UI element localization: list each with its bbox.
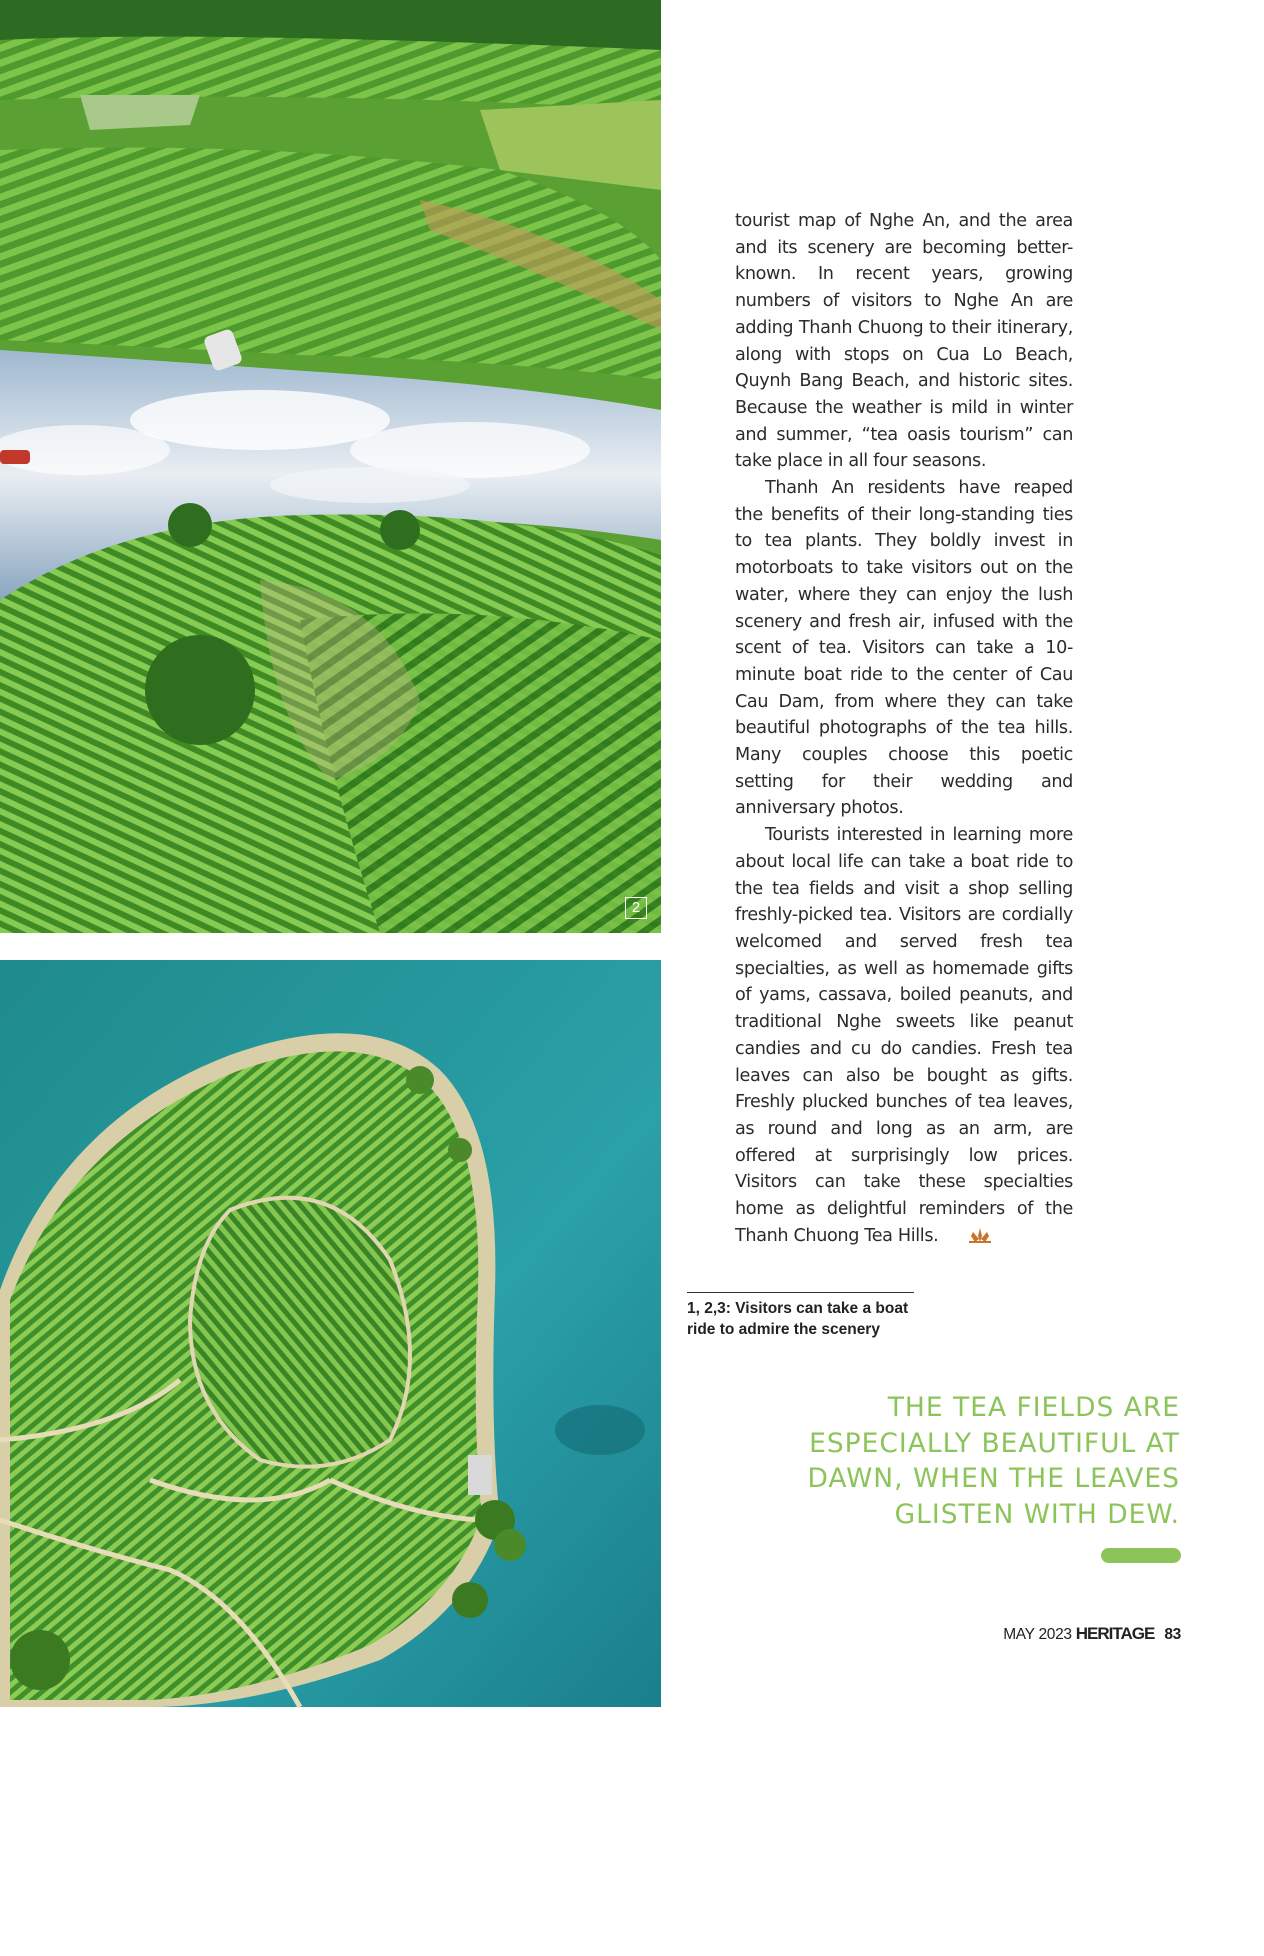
pull-quote-line-3: DAWN, WHEN THE LEAVES xyxy=(807,1463,1180,1494)
article-paragraph-1: tourist map of Nghe An, and the area and its scenery are becoming better-known. In recent years, growing numbers of visitors to Nghe An are adding Thanh Chuong to their itinerary, along with stops on Cua Lo Beach, Quynh Bang Beach, and historic sites. Because the weather is mild in winter and summer, “tea oasis tourism” can take place in all four seasons. xyxy=(735,211,1073,472)
tea-island-image xyxy=(0,960,661,1707)
photo-tea-island xyxy=(0,960,661,1953)
photo-number-2: 2 xyxy=(625,897,647,919)
article-body xyxy=(735,208,1073,1251)
article-paragraph-3 xyxy=(735,822,1073,1251)
photo-caption: 1, 2,3: Visitors can take a boat ride to admire the scenery xyxy=(687,1300,909,1338)
pull-quote-accent-bar xyxy=(1101,1548,1181,1563)
caption-rule xyxy=(687,1292,914,1293)
lotus-end-mark-icon xyxy=(939,1225,991,1252)
article-paragraph-3-text: Tourists interested in learning more about local life can take a boat ride to the tea fields and visit a shop selling freshly-picked tea. Visitors are cordially welcomed and served fresh tea specialties, as well as homemade gifts of yams, cassava, boiled peanuts, and traditional Nghe sweets like peanut candies and cu do candies. Fresh tea leaves can also be bought as gifts. Freshly plucked bunches of tea leaves, as round and long as an arm, are offered at surprisingly low prices. Visitors can take these specialties home as delightful reminders of the Thanh Chuong Tea Hills. xyxy=(735,825,1073,1246)
article-paragraph-2: Thanh An residents have reaped the benefits of their long-standing ties to tea plants. They boldly invest in motorboats to take visitors out on the water, where they can enjoy the lush scenery and fresh air, infused with the scent of tea. Visitors can take a 10-minute boat ride to the center of Cau Cau Dam, from where they can take beautiful photographs of the tea hills. Many couples choose this poetic setting for their wedding and anniversary photos. xyxy=(735,478,1073,819)
page-footer xyxy=(1003,1624,1181,1644)
photo-tea-hills-lake xyxy=(0,0,661,933)
tea-hills-lake-image xyxy=(0,0,661,933)
photo-number-3: 3 xyxy=(625,1934,647,1956)
pull-quote xyxy=(795,1390,1180,1532)
issue-date: MAY 2023 xyxy=(1003,1626,1072,1643)
magazine-name: HERITAGE xyxy=(1075,1624,1155,1643)
pull-quote-line-2: ESPECIALLY BEAUTIFUL AT xyxy=(809,1427,1180,1459)
pull-quote-line-4: GLISTEN WITH DEW. xyxy=(894,1498,1180,1530)
page-number: 83 xyxy=(1164,1626,1181,1643)
pull-quote-line-1: THE TEA FIELDS ARE xyxy=(887,1392,1180,1423)
